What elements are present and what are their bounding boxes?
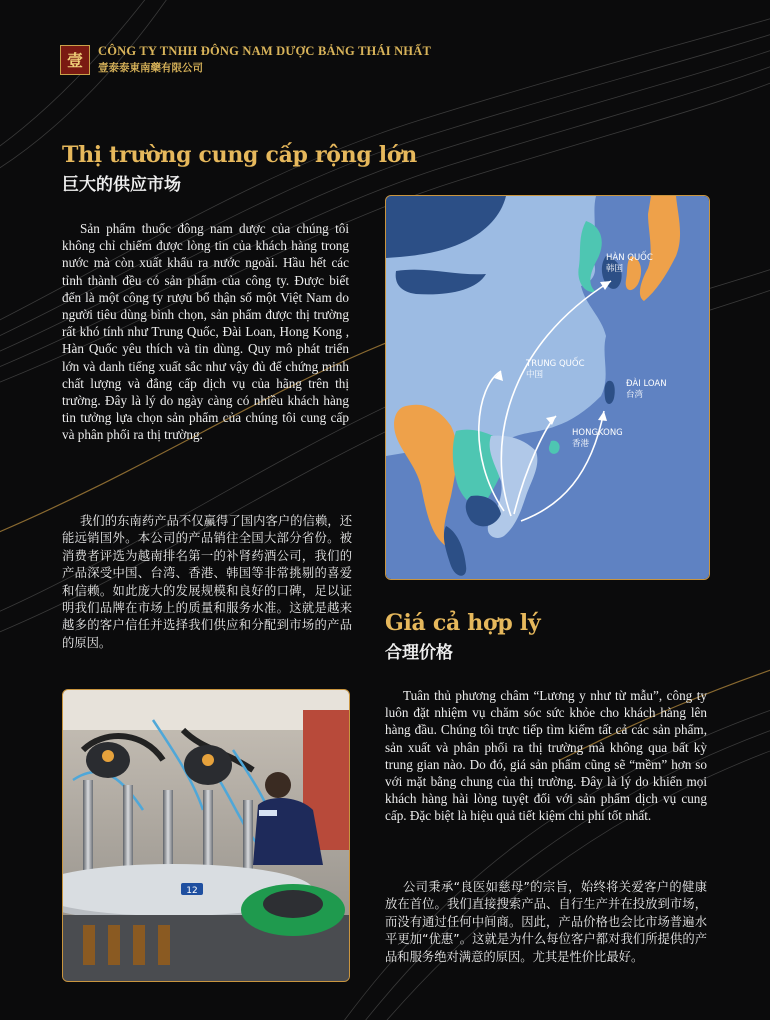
map-label-hongkong: HONGKONG 香港 (572, 428, 623, 449)
section-title-price (385, 610, 540, 663)
price-title-zh: 合理价格 (385, 643, 453, 663)
company-name-vi: CÔNG TY TNHH ĐÔNG NAM DƯỢC BẢNG THÁI NHẤT (98, 44, 431, 58)
company-logo: 壹 (60, 45, 90, 75)
market-paragraph-zh: 我们的东南药产品不仅赢得了国内客户的信赖，还能远销国外。本公司的产品销往全国大部分省份。被消费者评选为越南排名第一的补肾药酒公司，我们的产品深受中国、台湾、香港、韩国等非常挑剔的喜爱和信赖。如此庞大的发展规模和良好的口碑，足以证明我们品牌在市场上的质量和服务水准。这就是越来越多的客户信任并选择我们供应和分配到市场的产品的原因。 (62, 514, 352, 650)
company-name-zh: 壹泰泰東南藥有限公司 (98, 62, 203, 74)
map-label-korea: HÀN QUỐC 韩国 (606, 253, 653, 274)
company-header (60, 44, 431, 75)
market-title-vi: Thị trường cung cấp rộng lớn (62, 142, 417, 168)
price-title-vi: Giá cả hợp lý (385, 610, 541, 636)
map-label-taiwan: ĐÀI LOAN 台湾 (626, 379, 667, 400)
market-paragraph-vi: Sản phẩm thuốc đông nam dược của chúng tôi không chỉ chiếm được lòng tin của khách hàng trong nước mà còn xuất khẩu ra nước ngoài. Hầu hết các tỉnh thành đều có sản phẩm của công ty. Được biết đến là một công ty rượu bổ thận số một Việt Nam do người tiêu dùng bình chọn, sản phẩm được thị trường rất khó tính như Trung Quốc, Đài Loan, Hong Kong , Hàn Quốc yêu thích và tin dùng. Quy mô phát triển lớn và danh tiếng xuất sắc như vậy đủ để chứng minh chất lượng và đẳng cấp dịch vụ của hãng trên thị trường. Đây là lý do ngày càng có nhiều khách hàng tin tưởng lựa chọn sản phẩm của chúng tôi cung cấp và phân phối ra thị trường. (62, 221, 349, 443)
factory-photo (62, 689, 350, 982)
export-map (385, 195, 710, 580)
section-title-market (62, 142, 417, 195)
price-paragraph-vi: Tuân thủ phương châm “Lương y như từ mẫu”, công ty luôn đặt nhiệm vụ chăm sóc sức khỏe cho khách hàng lên hàng đầu. Chúng tôi trực tiếp tìm kiếm tất cả các sản phẩm, sản xuất và phân phối ra thị trường mà không qua bất kỳ trung gian nào. Do đó, giá sản phẩm cũng sẽ “mềm” hơn so với mặt bằng chung của thị trường. Đây là lý do khiến mọi khách hàng hài lòng tuyệt đối với sản phẩm dịch vụ cung cấp. Đặc biệt là hiệu quả tiết kiệm chi phí tốt nhất. (385, 688, 707, 824)
market-title-zh: 巨大的供应市场 (62, 175, 181, 195)
bottling-machine-image (63, 690, 349, 981)
map-label-china: TRUNG QUỐC 中国 (526, 359, 585, 380)
machine-number-tag: 12 (186, 886, 198, 896)
price-paragraph-zh: 公司秉承“良医如慈母”的宗旨，始终将关爱客户的健康放在首位。我们直接搜索产品、自行生产并在投放到市场，而没有通过任何中间商。因此，产品价格也会比市场普遍水平更加“优惠”。这就是为什么每位客户都对我们所提供的产品和服务绝对满意的原因。尤其是性价比最好。 (385, 880, 707, 964)
